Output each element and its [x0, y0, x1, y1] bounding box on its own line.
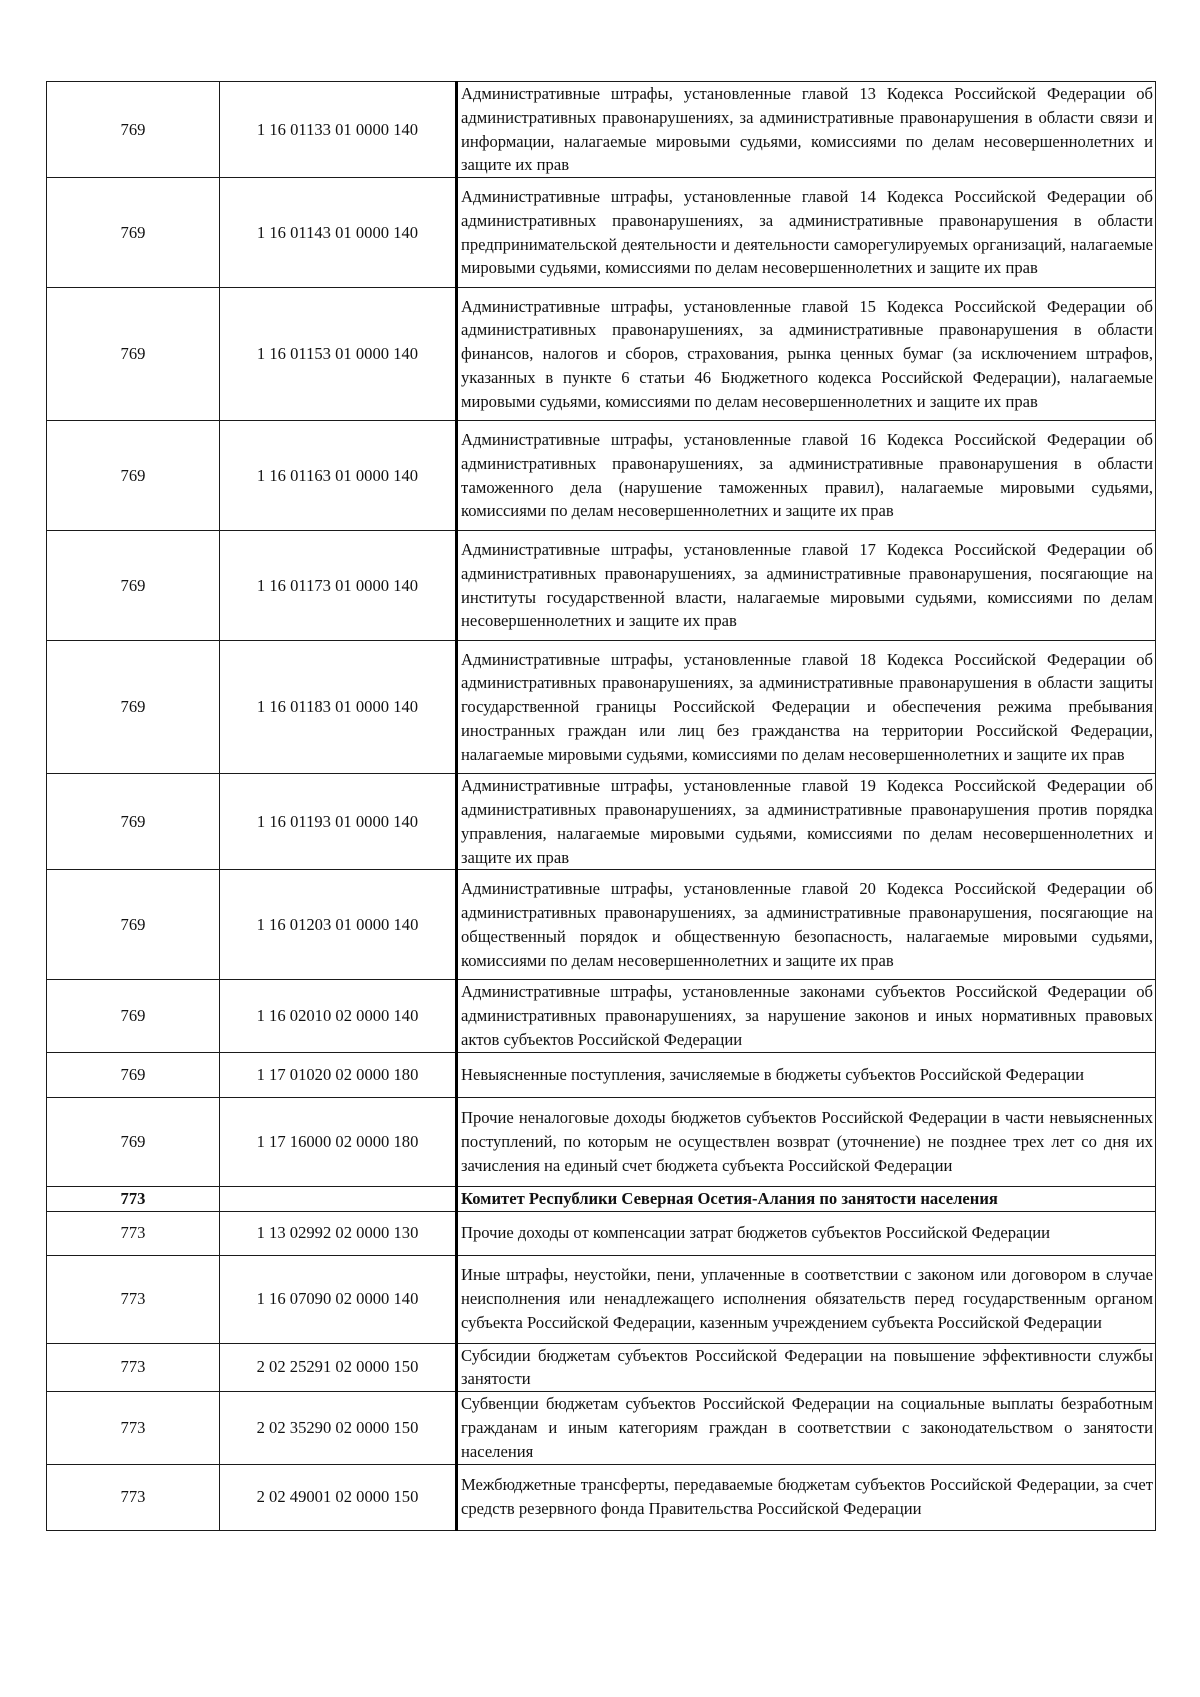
admin-code-cell: 773 [47, 1464, 220, 1530]
table-row [47, 1255, 1156, 1343]
revenue-name-cell: Невыясненные поступления, зачисляемые в бюджеты субъектов Российской Федерации [457, 1052, 1156, 1097]
revenue-code-cell: 1 16 01173 01 0000 140 [220, 531, 457, 641]
admin-code-cell: 769 [47, 641, 220, 774]
revenue-code-cell: 1 16 01203 01 0000 140 [220, 870, 457, 980]
revenue-name-cell: Административные штрафы, установленные законами субъектов Российской Федерации об административных правонарушениях, за нарушение законов и иных нормативных правовых актов субъектов Российской Федерации [457, 980, 1156, 1052]
revenue-name-cell: Административные штрафы, установленные главой 13 Кодекса Российской Федерации об административных правонарушениях, за административные правонарушения в области связи и информации, налагаемые мировыми судьями, комиссиями по делам несовершеннолетних и защите их прав [457, 82, 1156, 178]
admin-code-cell: 769 [47, 774, 220, 870]
table-row [47, 1343, 1156, 1392]
table-row [47, 531, 1156, 641]
admin-code-cell: 769 [47, 1052, 220, 1097]
admin-code-cell: 773 [47, 1211, 220, 1255]
table-row [47, 1211, 1156, 1255]
revenue-code-cell: 1 17 01020 02 0000 180 [220, 1052, 457, 1097]
table-row [47, 870, 1156, 980]
table-row [47, 421, 1156, 531]
admin-code-cell: 769 [47, 178, 220, 288]
revenue-name-cell: Административные штрафы, установленные главой 17 Кодекса Российской Федерации об административных правонарушениях, за административные правонарушения, посягающие на институты государственной власти, налагаемые мировыми судьями, комиссиями по делам несовершеннолетних и защите их прав [457, 531, 1156, 641]
revenue-name-cell: Иные штрафы, неустойки, пени, уплаченные в соответствии с законом или договором в случае неисполнения или ненадлежащего исполнения обязательств перед государственным органом субъекта Российской Федерации, казенным учреждением субъекта Российской Федерации [457, 1255, 1156, 1343]
document-page [46, 81, 1156, 1531]
revenue-code-table [46, 81, 1156, 1531]
table-row [47, 1052, 1156, 1097]
admin-code-cell: 773 [47, 1186, 220, 1211]
revenue-code-cell: 1 16 07090 02 0000 140 [220, 1255, 457, 1343]
table-row [47, 980, 1156, 1052]
table-row [47, 288, 1156, 421]
table-body [47, 82, 1156, 1531]
table-row [47, 178, 1156, 288]
revenue-code-cell: 1 16 01193 01 0000 140 [220, 774, 457, 870]
admin-code-cell: 769 [47, 82, 220, 178]
admin-code-cell: 769 [47, 288, 220, 421]
table-row [47, 641, 1156, 774]
admin-code-cell: 769 [47, 531, 220, 641]
admin-code-cell: 773 [47, 1392, 220, 1464]
revenue-name-cell: Субвенции бюджетам субъектов Российской Федерации на социальные выплаты безработным гражданам и иным категориям граждан в соответствии с законодательством о занятости населения [457, 1392, 1156, 1464]
revenue-name-cell: Административные штрафы, установленные главой 14 Кодекса Российской Федерации об административных правонарушениях, за административные правонарушения в области предпринимательской деятельности и деятельности саморегулируемых организаций, налагаемые мировыми судьями, комиссиями по делам несовершеннолетних и защите их прав [457, 178, 1156, 288]
table-row [47, 82, 1156, 178]
revenue-code-cell: 1 16 01183 01 0000 140 [220, 641, 457, 774]
revenue-code-cell: 2 02 49001 02 0000 150 [220, 1464, 457, 1530]
revenue-name-cell: Прочие доходы от компенсации затрат бюджетов субъектов Российской Федерации [457, 1211, 1156, 1255]
section-header-row [47, 1186, 1156, 1211]
revenue-code-cell: 1 13 02992 02 0000 130 [220, 1211, 457, 1255]
revenue-code-cell: 2 02 35290 02 0000 150 [220, 1392, 457, 1464]
admin-code-cell: 769 [47, 980, 220, 1052]
revenue-code-cell: 1 16 01163 01 0000 140 [220, 421, 457, 531]
table-row [47, 1392, 1156, 1464]
revenue-name-cell: Комитет Республики Северная Осетия-Алания по занятости населения [457, 1186, 1156, 1211]
table-row [47, 774, 1156, 870]
revenue-name-cell: Административные штрафы, установленные главой 16 Кодекса Российской Федерации об административных правонарушениях, за административные правонарушения в области таможенного дела (нарушение таможенных правил), налагаемые мировыми судьями, комиссиями по делам несовершеннолетних и защите их прав [457, 421, 1156, 531]
revenue-code-cell: 2 02 25291 02 0000 150 [220, 1343, 457, 1392]
revenue-code-cell: 1 16 01143 01 0000 140 [220, 178, 457, 288]
revenue-name-cell: Административные штрафы, установленные главой 19 Кодекса Российской Федерации об административных правонарушениях, за административные правонарушения против порядка управления, налагаемые мировыми судьями, комиссиями по делам несовершеннолетних и защите их прав [457, 774, 1156, 870]
revenue-name-cell: Административные штрафы, установленные главой 18 Кодекса Российской Федерации об административных правонарушениях, за административные правонарушения в области защиты государственной границы Российской Федерации и обеспечения режима пребывания иностранных граждан или лиц без гражданства на территории Российской Федерации, налагаемые мировыми судьями, комиссиями по делам несовершеннолетних и защите их прав [457, 641, 1156, 774]
revenue-name-cell: Межбюджетные трансферты, передаваемые бюджетам субъектов Российской Федерации, за счет средств резервного фонда Правительства Российской Федерации [457, 1464, 1156, 1530]
admin-code-cell: 773 [47, 1255, 220, 1343]
revenue-name-cell: Административные штрафы, установленные главой 20 Кодекса Российской Федерации об административных правонарушениях, за административные правонарушения, посягающие на общественный порядок и общественную безопасность, налагаемые мировыми судьями, комиссиями по делам несовершеннолетних и защите их прав [457, 870, 1156, 980]
revenue-code-cell [220, 1186, 457, 1211]
admin-code-cell: 769 [47, 870, 220, 980]
revenue-name-cell: Административные штрафы, установленные главой 15 Кодекса Российской Федерации об административных правонарушениях, за административные правонарушения в области финансов, налогов и сборов, страхования, рынка ценных бумаг (за исключением штрафов, указанных в пункте 6 статьи 46 Бюджетного кодекса Российской Федерации), налагаемые мировыми судьями, комиссиями по делам несовершеннолетних и защите их прав [457, 288, 1156, 421]
admin-code-cell: 769 [47, 421, 220, 531]
table-row [47, 1464, 1156, 1530]
revenue-code-cell: 1 17 16000 02 0000 180 [220, 1097, 457, 1186]
revenue-code-cell: 1 16 02010 02 0000 140 [220, 980, 457, 1052]
revenue-code-cell: 1 16 01153 01 0000 140 [220, 288, 457, 421]
admin-code-cell: 769 [47, 1097, 220, 1186]
table-row [47, 1097, 1156, 1186]
admin-code-cell: 773 [47, 1343, 220, 1392]
revenue-code-cell: 1 16 01133 01 0000 140 [220, 82, 457, 178]
revenue-name-cell: Субсидии бюджетам субъектов Российской Федерации на повышение эффективности службы занятости [457, 1343, 1156, 1392]
revenue-name-cell: Прочие неналоговые доходы бюджетов субъектов Российской Федерации в части невыясненных поступлений, по которым не осуществлен возврат (уточнение) не позднее трех лет со дня их зачисления на единый счет бюджета субъекта Российской Федерации [457, 1097, 1156, 1186]
